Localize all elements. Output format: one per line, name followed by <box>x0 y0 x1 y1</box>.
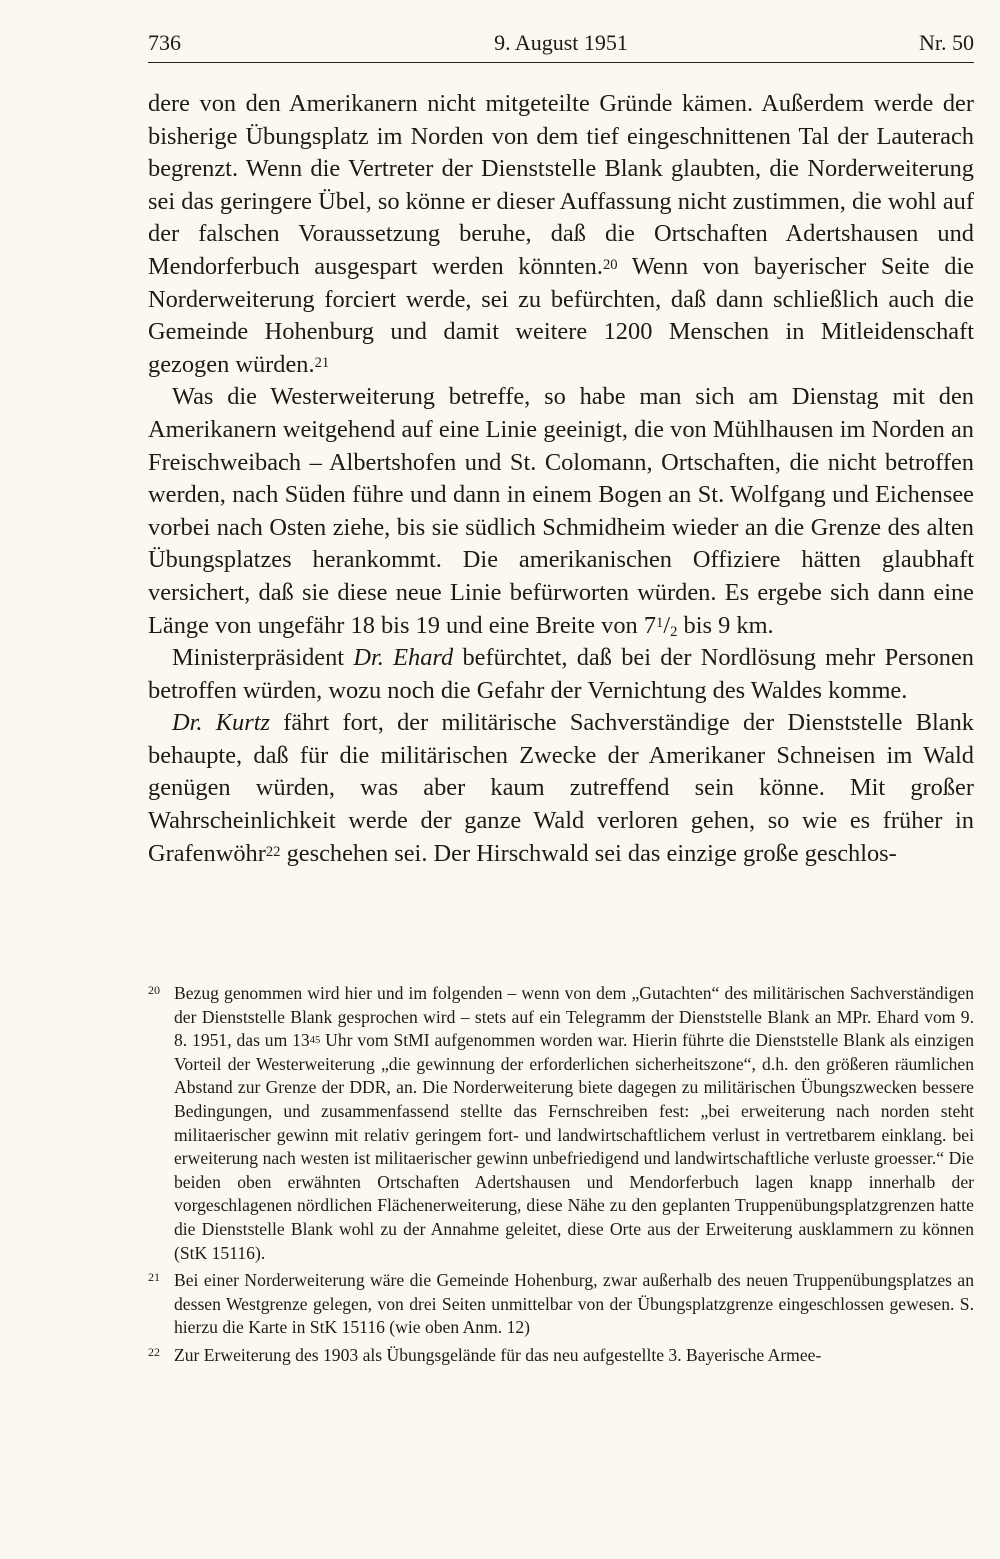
footnote-22: 22 Zur Erweiterung des 1903 als Übungsgelände für das neu aufgestellte 3. Bayerische Armee- <box>148 1344 974 1368</box>
footnote-20: 20 Bezug genommen wird hier und im folgenden – wenn von dem „Gutachten“ des militärischen Sachverständigen der Dienststelle Blank gesprochen wird – stets auf ein Telegramm der Dienststelle Blank an MPr. Ehard vom 9. 8. 1951, das um $13^{45}$ Uhr vom StMI aufgenommen worden war. Hierin führte die Dienststelle Blank als einzigen Vorteil der Westerweiterung „die gewinnung der erforderlichen sicherheitszone“, d.h. den größeren räumlichen Abstand zur Grenze der DDR, an. Die Norderweiterung biete dagegen zu militärischen Übungszwecken bessere Bedingungen, und zusammenfassend stellte das Fernschreiben fest: „bei erweiterung nach norden steht militaerischer gewinn mit relativ geringem fort- und landwirtschaftlichem verlust in vertretbarem einklang. bei erweiterung nach westen ist militaerischer gewinn unbefriedigend und landwirtschaftliche verluste groesser.“ Die beiden oben erwähnten Ortschaften Adertshausen und Mendorferbuch lagen knapp innerhalb der vorgeschlagenen nördlichen Flächenerweiterung, diese Nähe zu den geplanten Truppenübungsplatzgrenzen hatte die Dienststelle Blank wohl zu der Annahme geleitet, diese Orte aus der Erweiterung ausklammern zu können (StK 15116). <box>148 982 974 1265</box>
footnote-ref-20: 20 <box>602 256 618 273</box>
footnote-number: 22 <box>148 1344 160 1359</box>
footnote-21: 21 Bei einer Norderweiterung wäre die Gemeinde Hohenburg, zwar außerhalb des neuen Truppenübungsplatzes an dessen Westgrenze gelegen, von drei Seiten unmittelbar von der Übungsplatzgrenze eingeschlossen gewesen. S. hierzu die Karte in StK 15116 (wie oben Anm. 12) <box>148 1269 974 1340</box>
footnote-number: 21 <box>148 1270 160 1285</box>
issue-number: Nr. 50 <box>919 30 974 55</box>
paragraph-3: Ministerpräsident Dr. Ehard befürchtet, daß bei der Nordlösung mehr Personen betroffen würden, wozu noch die Gefahr der Vernichtung des Waldes komme. <box>148 644 974 704</box>
speaker-name: Dr. Kurtz <box>172 709 270 737</box>
paragraph-2: Was die Westerweiterung betreffe, so habe man sich am Dienstag mit den Amerikanern weitgehend auf eine Linie geeinigt, die von Mühlhausen im Norden an Freischweibach – Albertshofen und St. Colomann, Ortschaften, die nicht betroffen werden, nach Süden führe und dann in einem Bogen an St. Wolfgang und Eichensee vorbei nach Osten ziehe, bis sie südlich Schmidheim wieder an die Grenze des alten Übungsplatzes herankommt. Die amerikanischen Offiziere hätten glaubhaft versichert, daß sie diese neue Linie befürworten würden. Es ergebe sich dann eine Länge von ungefähr 18 bis 19 und eine Breite von $7^1/_2$ bis 9 km. <box>148 383 974 641</box>
speaker-name: Dr. Ehard <box>353 644 454 672</box>
running-header <box>148 22 974 63</box>
footnote-ref-21: 21 <box>314 354 330 371</box>
header-date: 9. August 1951 <box>494 30 628 55</box>
paragraph-4: Dr. Kurtz fährt fort, der militärische Sachverständige der Dienststelle Blank behaupte, daß für die militärischen Zwecke der Amerikaner Schneisen im Wald genügen würden, was aber kaum zutreffend sein könne. Mit großer Wahrscheinlichkeit werde der ganze Wald verloren gehen, so wie es früher in Grafenwöhr$^{22}$ geschehen sei. Der Hirschwald sei das einzige große geschlos- <box>148 709 974 867</box>
page-number: 736 <box>148 30 181 55</box>
page <box>148 22 974 1365</box>
footnote-number: 20 <box>148 983 160 997</box>
footnotes <box>148 982 974 1372</box>
paragraph-1: dere von den Amerikanern nicht mitgeteilte Gründe kämen. Außerdem werde der bisherige Übungsplatz im Norden von dem tief eingeschnittenen Tal der Lauterach begrenzt. Wenn die Vertreter der Dienststelle Blank glaubten, die Norderweiterung sei das geringere Übel, so könne er dieser Auffassung nicht zustimmen, die wohl auf der falschen Voraussetzung beruhe, daß die Ortschaften Adertshausen und Mendorferbuch ausgespart werden könnten.$^{20}$ Wenn von bayerischer Seite die Norderweiterung forciert werde, sei zu befürchten, daß dann schließlich auch die Gemeinde Hohenburg und damit weitere 1200 Menschen in Mitleidenschaft gezogen würden.$^{21}$ <box>148 90 974 378</box>
body-text <box>148 88 974 870</box>
footnote-ref-22: 22 <box>265 843 281 860</box>
